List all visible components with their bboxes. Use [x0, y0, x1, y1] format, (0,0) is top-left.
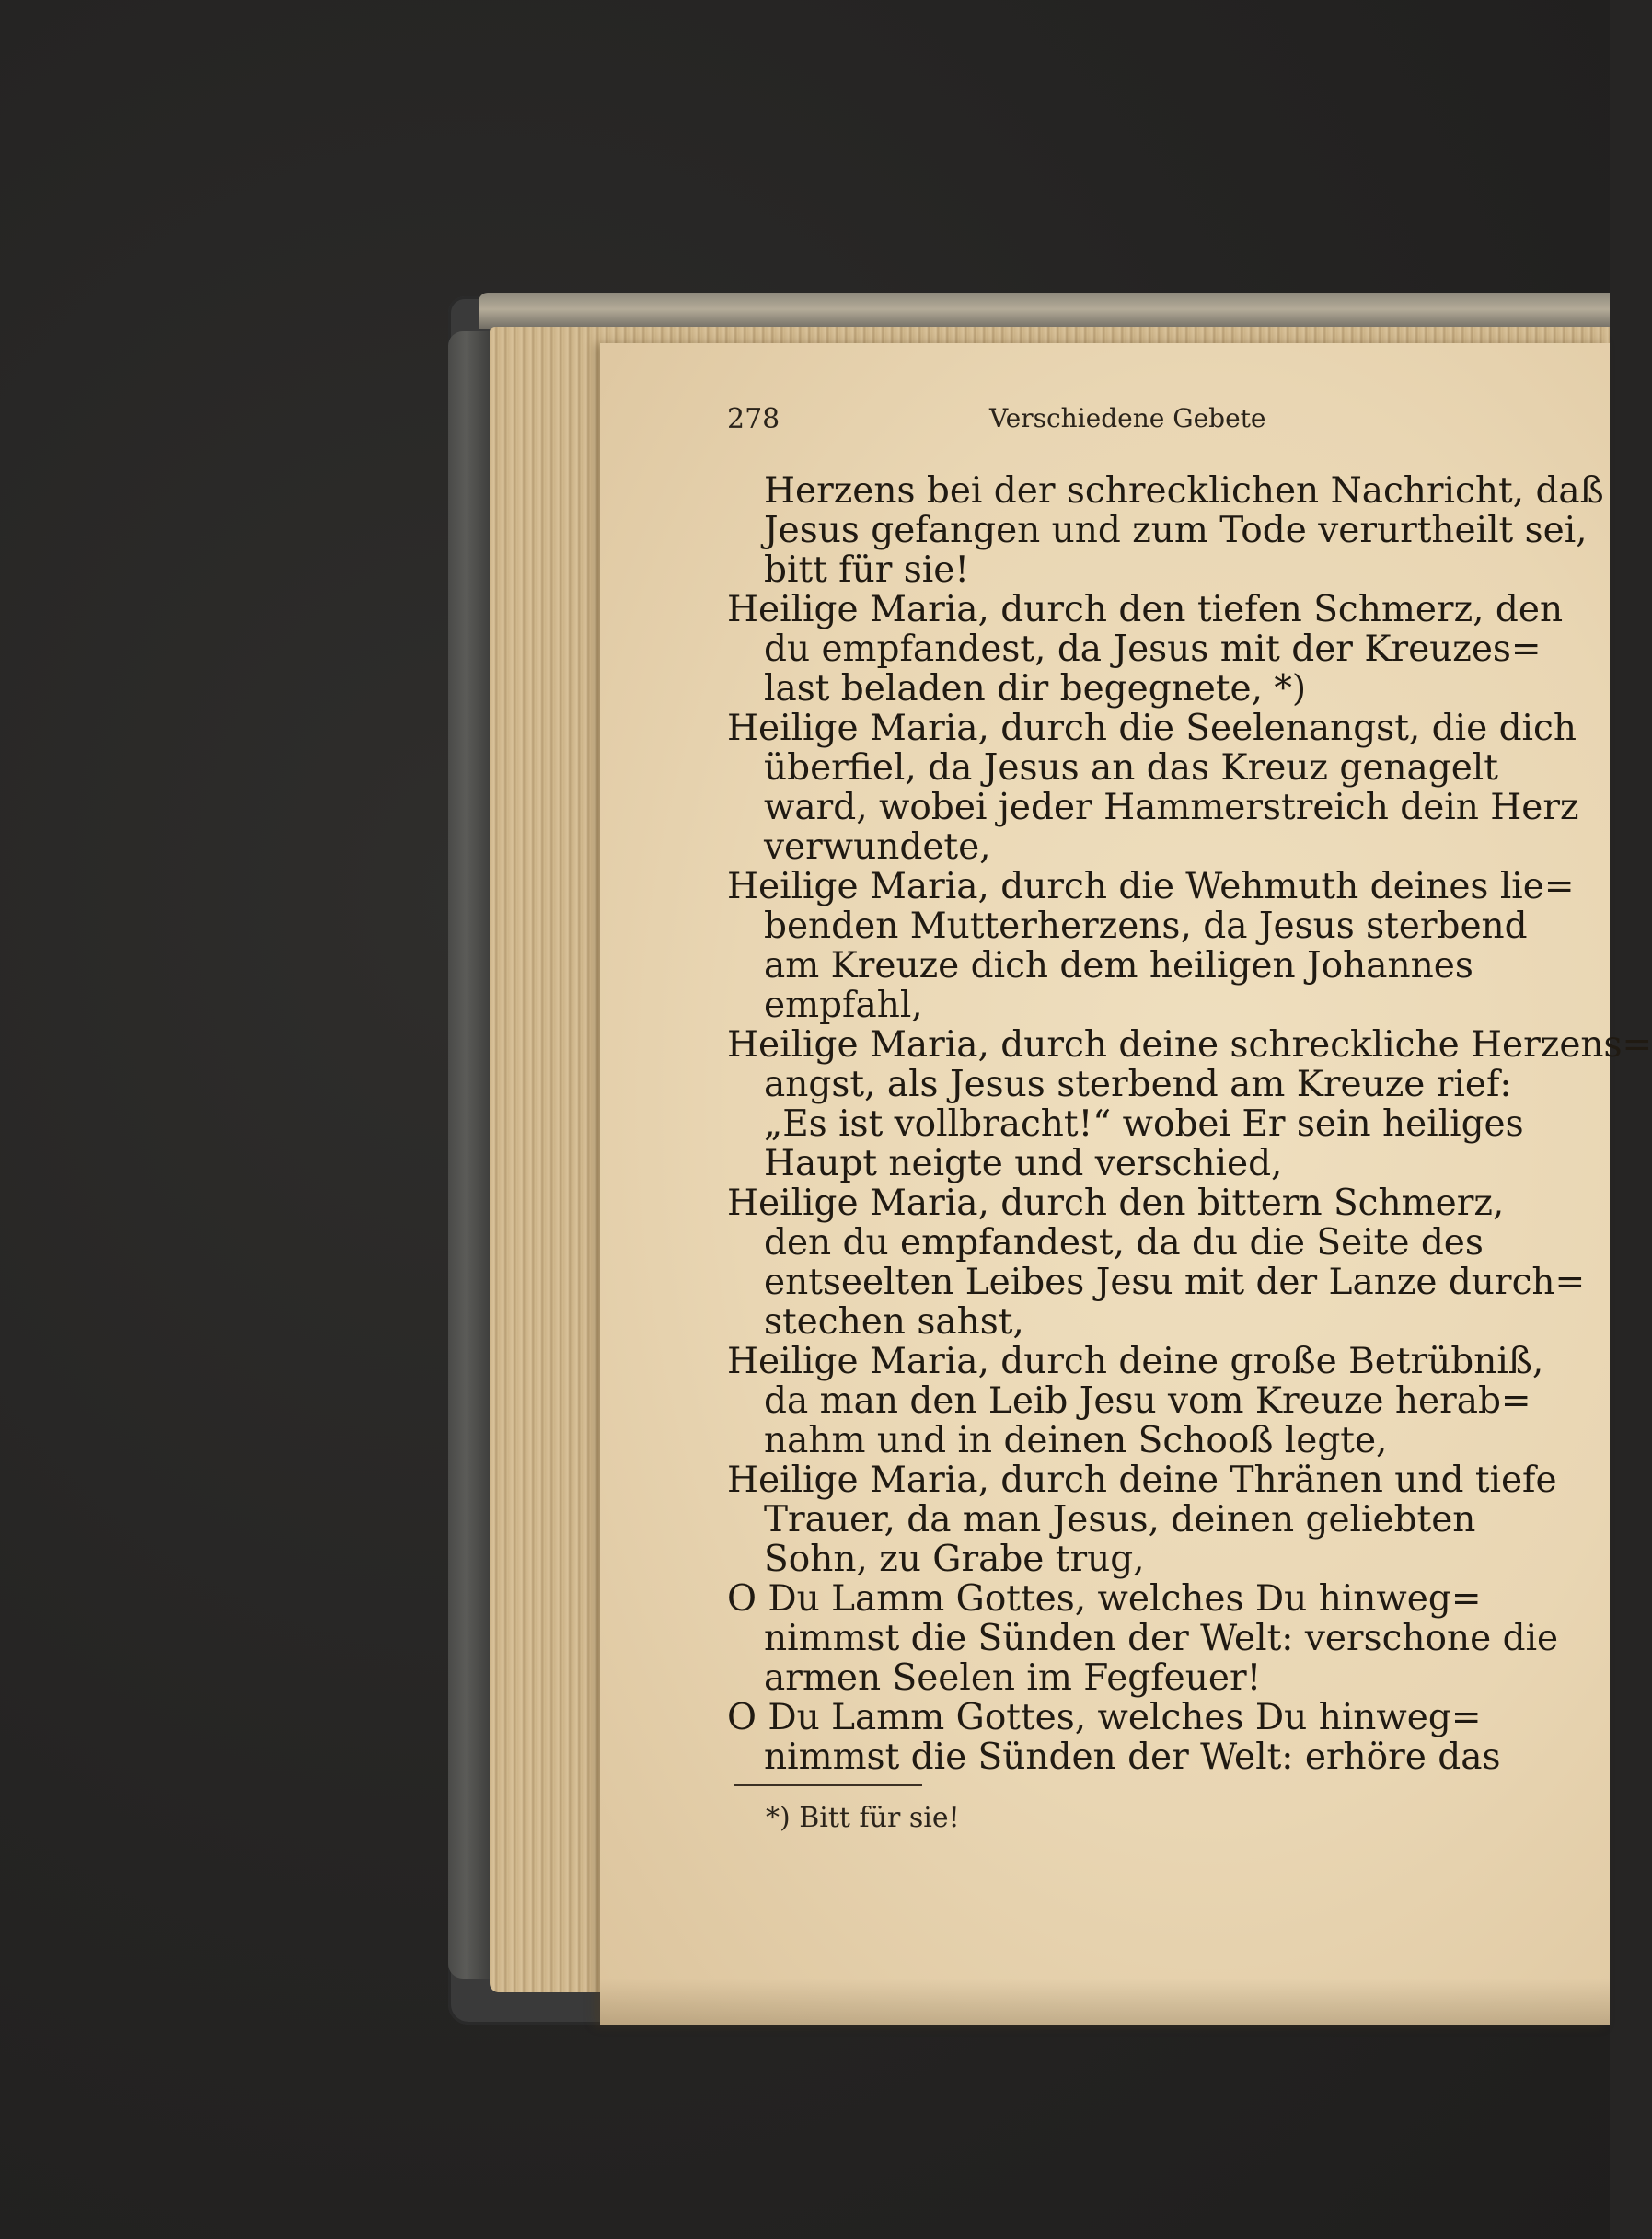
text-line: verwundete,: [764, 826, 991, 868]
text-line: Jesus gefangen und zum Tode verurtheilt sei,: [764, 510, 1588, 551]
prayer-text: [727, 470, 1652, 1778]
text-line: O Du Lamm Gottes, welches Du hinweg=: [727, 1578, 1482, 1620]
text-line: O Du Lamm Gottes, welches Du hinweg=: [727, 1697, 1482, 1738]
cover-top-edge: [479, 293, 1610, 329]
text-line: Heilige Maria, durch deine große Betrübniß,: [727, 1341, 1544, 1382]
text-line: Herzens bei der schrecklichen Nachricht, daß: [764, 470, 1604, 512]
text-line: stechen sahst,: [764, 1301, 1024, 1343]
text-line: Trauer, da man Jesus, deinen geliebten: [764, 1499, 1476, 1541]
text-line: da man den Leib Jesu vom Kreuze herab=: [764, 1380, 1531, 1422]
text-line: Heilige Maria, durch den bittern Schmerz,: [727, 1183, 1505, 1224]
text-line: nimmst die Sünden der Welt: erhöre das: [764, 1737, 1501, 1778]
text-line: nimmst die Sünden der Welt: verschone die: [764, 1618, 1559, 1659]
page-number: 278: [727, 403, 780, 435]
text-line: den du empfandest, da du die Seite des: [764, 1222, 1484, 1264]
text-line: am Kreuze dich dem heiligen Johannes: [764, 945, 1473, 987]
text-line: Heilige Maria, durch deine Thränen und tiefe: [727, 1460, 1557, 1501]
running-title: Verschiedene Gebete: [989, 403, 1266, 433]
text-line: Heilige Maria, durch deine schreckliche Herzens=: [727, 1024, 1652, 1066]
text-line: bitt für sie!: [764, 549, 970, 591]
page-header: [727, 403, 1266, 440]
text-line: armen Seelen im Fegfeuer!: [764, 1657, 1262, 1699]
footnote-divider: [734, 1784, 922, 1786]
text-line: entseelten Leibes Jesu mit der Lanze durch=: [764, 1262, 1586, 1303]
text-line: du empfandest, da Jesus mit der Kreuzes=: [764, 629, 1542, 670]
text-line: benden Mutterherzens, da Jesus sterbend: [764, 906, 1528, 947]
text-line: Sohn, zu Grabe trug,: [764, 1539, 1145, 1580]
text-line: Haupt neigte und verschied,: [764, 1143, 1283, 1184]
text-line: „Es ist vollbracht!“ wobei Er sein heiliges: [764, 1103, 1524, 1145]
book-spine: [448, 331, 492, 1979]
text-line: Heilige Maria, durch den tiefen Schmerz, den: [727, 589, 1564, 630]
text-line: empfahl,: [764, 985, 923, 1026]
text-line: überfiel, da Jesus an das Kreuz genagelt: [764, 747, 1498, 789]
text-line: ward, wobei jeder Hammerstreich dein Herz: [764, 787, 1579, 828]
text-line: nahm und in deinen Schooß legte,: [764, 1420, 1388, 1461]
text-line: Heilige Maria, durch die Seelenangst, die dich: [727, 708, 1577, 749]
text-line: Heilige Maria, durch die Wehmuth deines lie=: [727, 866, 1575, 907]
page-bottom-shadow: [600, 1979, 1610, 2025]
text-line: angst, als Jesus sterbend am Kreuze rief:: [764, 1064, 1512, 1105]
text-line: last beladen dir begegnete, *): [764, 668, 1307, 710]
footnote: *) Bitt für sie!: [766, 1802, 960, 1834]
